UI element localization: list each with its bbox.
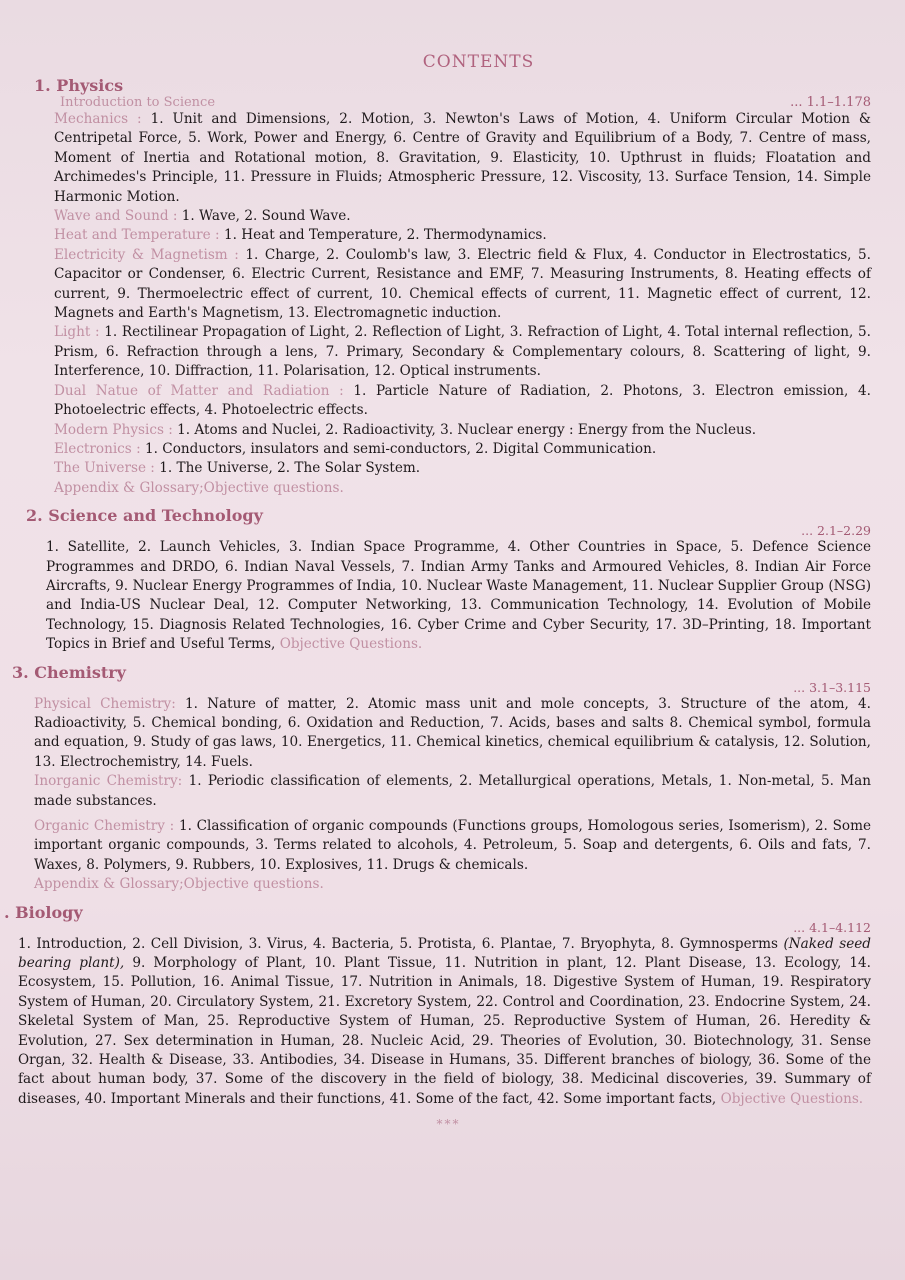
topic-inorganic-chemistry: Inorganic Chemistry: 1. Periodic classification of elements, 2. Metallurgical operations, Metals, 1. Non-metal, 5. Man made substances. xyxy=(34,773,872,809)
section-number: . xyxy=(4,902,10,922)
page-range: ... 3.1–3.115 xyxy=(793,679,871,695)
section-chemistry xyxy=(12,662,872,895)
section-name: Science and Technology xyxy=(48,506,263,526)
intro-line xyxy=(26,95,871,110)
appendix-line: Appendix & Glossary;Objective questions. xyxy=(54,479,344,496)
topic-list: 1. Satellite, 2. Launch Vehicles, 3. Indian Space Programme, 4. Other Countries in Space, 5. Defence Science Programmes and DRDO, 6. Indian Naval Vessels, 7. Indian Army Tanks and Armoured Vehicles, 8. Indian Air Force Aircrafts, 9. Nuclear Energy Programmes of India, 10. Nuclear Waste Management, 11. Nuclear Supplier Group (NSG) and India-US Nuclear Deal, 12. Computer Networking, 13. Communication Technology, 14. Evolution of Mobile Technology, 15. Diagnosis Related Technologies, 16. Cyber Crime and Cyber Security, 17. 3D–Printing, 18. Important Topics in Brief and Useful Terms, Objective Questions. xyxy=(46,539,871,653)
section-number: 2. xyxy=(26,506,43,526)
topic-dual-nature: Dual Natue of Matter and Radiation : 1. Particle Nature of Radiation, 2. Photons, 3. Electron emission, 4. Photoelectric effects, 4. Photoelectric effects. xyxy=(54,382,871,419)
section-number: 3. xyxy=(12,662,29,682)
topic-electronics: Electronics : 1. Conductors, insulators and semi-conductors, 2. Digital Communication. xyxy=(54,440,657,457)
topic-list: 1. Introduction, 2. Cell Division, 3. Virus, 4. Bacteria, 5. Protista, 6. Plantae, 7. Bryophyta, 8. Gymnosperms (Naked seed bearing plant), 9. Morphology of Plant, 10. Plant Tissue, 11. Nutrition in plant, 12. Plant Disease, 13. Ecology, 14. Ecosystem, 15. Pollution, 16. Animal Tissue, 17. Nutrition in Animals, 18. Digestive System of Human, 19. Respiratory System of Human, 20. Circulatory System, 21. Excretory System, 22. Control and Coordination, 23. Endocrine System, 24. Skeletal System of Man, 25. Reproductive System of Human, 25. Reproductive System of Human, 26. Heredity & Evolution, 27. Sex determination in Human, 28. Nucleic Acid, 29. Theories of Evolution, 30. Biotechnology, 31. Sense Organ, 32. Health & Disease, 33. Antibodies, 34. Disease in Humans, 35. Different branches of biology, 36. Some of the fact about human body, 37. Some of the discovery in the field of biology, 38. Medicinal discoveries, 39. Summary of diseases, 40. Important Minerals and their functions, 41. Some of the fact, 42. Some important facts, Objective Questions. xyxy=(18,935,871,1107)
section-title xyxy=(4,903,83,922)
section-title xyxy=(26,506,263,525)
page-title: CONTENTS xyxy=(422,52,535,72)
section-biology xyxy=(4,902,871,1110)
section-title xyxy=(12,663,126,682)
section-name: Physics xyxy=(56,76,124,95)
section-science-technology xyxy=(26,506,871,654)
section-physics xyxy=(26,76,871,498)
page-range: ... 4.1–4.112 xyxy=(793,919,871,935)
topic-modern-physics: Modern Physics : 1. Atoms and Nuclei, 2. Radioactivity, 3. Nuclear energy : Energy from the Nucleus. xyxy=(54,421,757,438)
topic-mechanics: Mechanics : 1. Unit and Dimensions, 2. Motion, 3. Newton's Laws of Motion, 4. Uniform Circular Motion & Centripetal Force, 5. Work, Power and Energy, 6. Centre of Gravity and Equilibrium of a Body, 7. Centre of mass, Moment of Inertia and Rotational motion, 8. Gravitation, 9. Elasticity, 10. Upthrust in fluids; Floatation and Archimedes's Principle, 11. Pressure in Fluids; Atmospheric Pressure, 12. Viscosity, 13. Surface Tension, 14. Simple Harmonic Motion. xyxy=(54,111,872,205)
page-range: ... 1.1–1.178 xyxy=(790,95,871,110)
page-range: ... 2.1–2.29 xyxy=(801,523,871,539)
topic-wave-sound: Wave and Sound : 1. Wave, 2. Sound Wave. xyxy=(54,208,351,225)
intro-label: Introduction to Science xyxy=(60,95,216,110)
section-title xyxy=(34,76,123,95)
topic-electricity: Electricity & Magnetism : 1. Charge, 2. Coulomb's law, 3. Electric field & Flux, 4. Conductor in Electrostatics, 5. Capacitor or Condenser, 6. Electric Current, Resistance and EMF, 7. Measuring Instruments, 8. Heating effects of current, 9. Thermoelectric effect of current, 10. Chemical effects of current, 11. Magnetic effect of current, 12. Magnets and Earth's Magnetism, 13. Electromagnetic induction. xyxy=(54,246,871,322)
topic-physical-chemistry: Physical Chemistry: 1. Nature of matter, 2. Atomic mass unit and mole concepts, 3. Structure of the atom, 4. Radioactivity, 5. Chemical bonding, 6. Oxidation and Reduction, 7. Acids, bases and salts 8. Chemical symbol, formula and equation, 9. Study of gas laws, 10. Energetics, 11. Chemical kinetics, chemical equilibrium & catalysis, 12. Solution, 13. Electrochemistry, 14. Fuels. xyxy=(34,695,871,770)
section-name: Chemistry xyxy=(34,662,126,682)
topic-universe: The Universe : 1. The Universe, 2. The Solar System. xyxy=(54,460,421,477)
section-name: Biology xyxy=(15,902,83,922)
appendix-line: Appendix & Glossary;Objective questions. xyxy=(34,876,324,893)
topic-organic-chemistry: Organic Chemistry : 1. Classification of organic compounds (Functions groups, Homologous series, Isomerism), 2. Some important organic compounds, 3. Terms related to alcohols, 4. Petroleum, 5. Soap and detergents, 6. Oils and fats, 7. Waxes, 8. Polymers, 9. Rubbers, 10. Explosives, 11. Drugs & chemicals. xyxy=(34,818,871,873)
section-number: 1. xyxy=(34,76,51,95)
topic-heat: Heat and Temperature : 1. Heat and Temperature, 2. Thermodynamics. xyxy=(54,227,547,244)
topic-light: Light : 1. Rectilinear Propagation of Light, 2. Reflection of Light, 3. Refraction of Light, 4. Total internal reflection, 5. Prism, 6. Refraction through a lens, 7. Primary, Secondary & Complementary colours, 8. Scattering of light, 9. Interference, 10. Diffraction, 11. Polarisation, 12. Optical instruments. xyxy=(54,324,871,380)
end-mark: *** xyxy=(436,1117,461,1132)
